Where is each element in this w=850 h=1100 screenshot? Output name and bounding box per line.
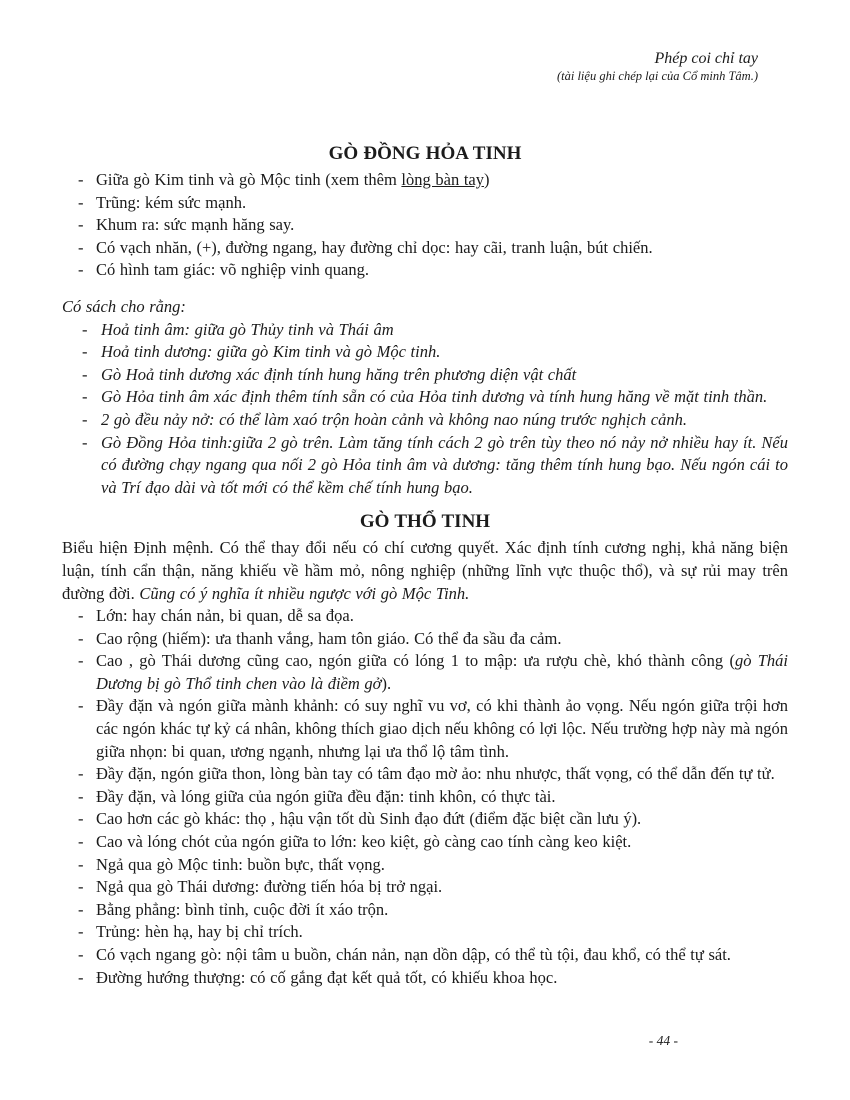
text-run: Cao rộng (hiếm): ưa thanh vắng, ham tôn giáo. Có thể đa sầu đa cảm. [96,628,562,648]
bullet-dash: - [82,432,88,452]
list-item [62,763,788,786]
list-item [62,259,788,282]
list-item [62,808,788,831]
text-run: Cao và lóng chót của ngón giữa to lớn: keo kiệt, gò càng cao tính càng keo kiệt. [96,832,632,852]
page-header [557,49,758,84]
list-item [62,854,788,877]
bullet-dash: - [78,651,84,671]
list-item [62,876,788,899]
text-run: Cao , gò Thái dương cũng cao, ngón giữa có lóng 1 to mập: ưa rượu chè, khó thành công ( [96,651,735,671]
list-item [62,921,788,944]
list-item [62,899,788,922]
bullet-dash: - [78,696,84,716]
bullet-dash: - [82,387,88,407]
bullet-dash: - [78,260,84,280]
text-run: Hoả tinh dương: giữa gò Kim tinh và gò Mộc tinh. [101,342,441,362]
text-run: Cao hơn các gò khác: thọ , hậu vận tốt dù Sinh đạo đứt (điểm đặc biệt cần lưu ý). [96,809,642,829]
text-run: Đầy đặn, và lóng giữa của ngón giữa đều đặn: tinh khôn, có thực tài. [96,786,556,806]
bullet-dash: - [78,628,84,648]
earth-intro-paragraph [62,537,788,605]
text-run: Gò Đồng Hỏa tinh:giữa 2 gò trên. Làm tăng tính cách 2 gò trên tùy theo nó nảy nở nhiều hay ít. Nếu có đường chạy ngang qua nối 2 gò Hỏa tinh âm và dương: tăng thêm tính hung bạo. Nếu ngón cái to và Trí đạo dài và tốt mới có thể kềm chế tính hung bạo. [101,432,788,497]
section-title-fire: GÒ ĐỒNG HỎA TINH [328,143,522,164]
text-run: lòng bàn tay [401,170,484,189]
text-run: Hoả tinh âm: giữa gò Thủy tinh và Thái âm [101,319,394,339]
bullet-dash: - [78,809,84,829]
text-run: 2 gò đều nảy nở: có thể làm xaó trộn hoàn cảnh và không nao núng trước nghịch cảnh. [101,409,687,429]
list-item [62,944,788,967]
text-run: Ngả qua gò Thái dương: đường tiến hóa bị trở ngại. [96,877,443,897]
text-run: gò Thái Dương bị gò Thổ tinh chen vào là điềm gở [96,651,788,693]
text-run: Gò Hoả tinh dương xác định tính hung hăng trên phương diện vật chất [101,364,577,384]
list-item [62,319,788,342]
bullet-dash: - [78,606,84,626]
list-item [62,831,788,854]
text-run: Đường hướng thượng: có cố gắng đạt kết quả tốt, có khiếu khoa học. [96,967,558,987]
text-run: Ngả qua gò Mộc tinh: buồn bực, thất vọng. [96,854,385,874]
bullet-dash: - [78,854,84,874]
list-item [62,192,788,215]
book-note-list [62,319,788,500]
text-run: Có vạch nhăn, (+), đường ngang, hay đường chỉ dọc: hay cãi, tranh luận, bút chiến. [96,237,653,257]
list-item [62,386,788,409]
text-run: Lớn: hay chán nản, bi quan, dễ sa đọa. [96,606,354,626]
text-run: Cũng có ý nghĩa ít nhiều ngược với gò Mộc Tinh. [139,583,470,603]
bullet-dash: - [78,899,84,919]
bullet-dash: - [78,967,84,987]
bullet-dash: - [78,215,84,235]
list-item [62,364,788,387]
text-run: Giữa gò Kim tinh và gò Mộc tinh (xem thêm [96,170,402,189]
text-run: Khum ra: sức mạnh hăng say. [96,215,295,235]
text-run: Đầy đặn và ngón giữa mành khảnh: có suy nghĩ vu vơ, có khi thành ảo vọng. Nếu ngón giữa trội hơn các ngón khác tự kỷ cá nhân, không thích giao dịch nếu không có lợi lộc. Nếu trường hợp này mà ngón giữa nhọn: bi quan, ương ngạnh, nhưng lại ưa thổ lộ tâm tình. [96,696,788,761]
bullet-dash: - [78,877,84,897]
list-item [62,214,788,237]
bullet-dash: - [78,922,84,942]
bullet-dash: - [78,786,84,806]
list-item [62,432,788,500]
bullet-dash: - [78,832,84,852]
text-run: Gò Hỏa tinh âm xác định thêm tính sẵn có của Hỏa tinh dương và tính hung hăng về mặt tinh thần. [101,387,768,407]
header-subtitle: (tài liệu ghi chép lại của Cổ minh Tâm.) [556,69,758,83]
list-item [62,967,788,990]
earth-mound-list [62,605,788,989]
list-item [62,786,788,809]
bullet-dash: - [78,945,84,964]
list-item [62,695,788,763]
list-item [62,169,788,192]
bullet-dash: - [78,237,84,257]
text-run: Trủng: hèn hạ, hay bị chỉ trích. [96,922,303,942]
book-note-lead: Có sách cho rằng: [62,296,186,316]
list-item [62,341,788,364]
header-title: Phép coi chỉ tay [654,50,758,67]
text-run: Đầy đặn, ngón giữa thon, lòng bàn tay có tâm đạo mờ ảo: nhu nhược, thất vọng, có thể dẫn đến tự tử. [96,764,775,784]
bullet-dash: - [82,342,88,362]
text-run: Có hình tam giác: võ nghiệp vinh quang. [96,260,369,280]
text-run: Trũng: kém sức mạnh. [96,192,247,212]
bullet-dash: - [82,319,88,339]
page-content [62,141,788,989]
list-item [62,628,788,651]
text-run: Bằng phẳng: bình tỉnh, cuộc đời ít xáo trộn. [96,899,389,919]
bullet-dash: - [82,364,88,384]
list-item [62,650,788,695]
text-run: Biểu hiện Định mệnh. Có thể thay đổi nếu có chí cương quyết. Xác định tính cương nghị, khả năng biện luận, tính cẩn thận, năng khiếu về hầm mỏ, nông nghiệp (những lĩnh vực thuộc thổ), và sự rủi may trên đường đời. [62,538,788,603]
text-run: ). [381,673,392,693]
fire-mound-list [62,169,788,282]
bullet-dash: - [78,170,84,189]
list-item [62,605,788,628]
list-item [62,409,788,432]
bullet-dash: - [82,409,88,429]
page-number: - 44 - [648,1033,678,1048]
text-run: Có vạch ngang gò: nội tâm u buồn, chán nản, nạn dồn dập, có thể tù tội, đau khổ, có thể tự sát. [96,945,731,964]
section-title-earth: GÒ THỔ TINH [359,511,491,533]
bullet-dash: - [78,764,84,784]
text-run: ) [483,170,490,189]
list-item [62,237,788,260]
bullet-dash: - [78,192,84,212]
